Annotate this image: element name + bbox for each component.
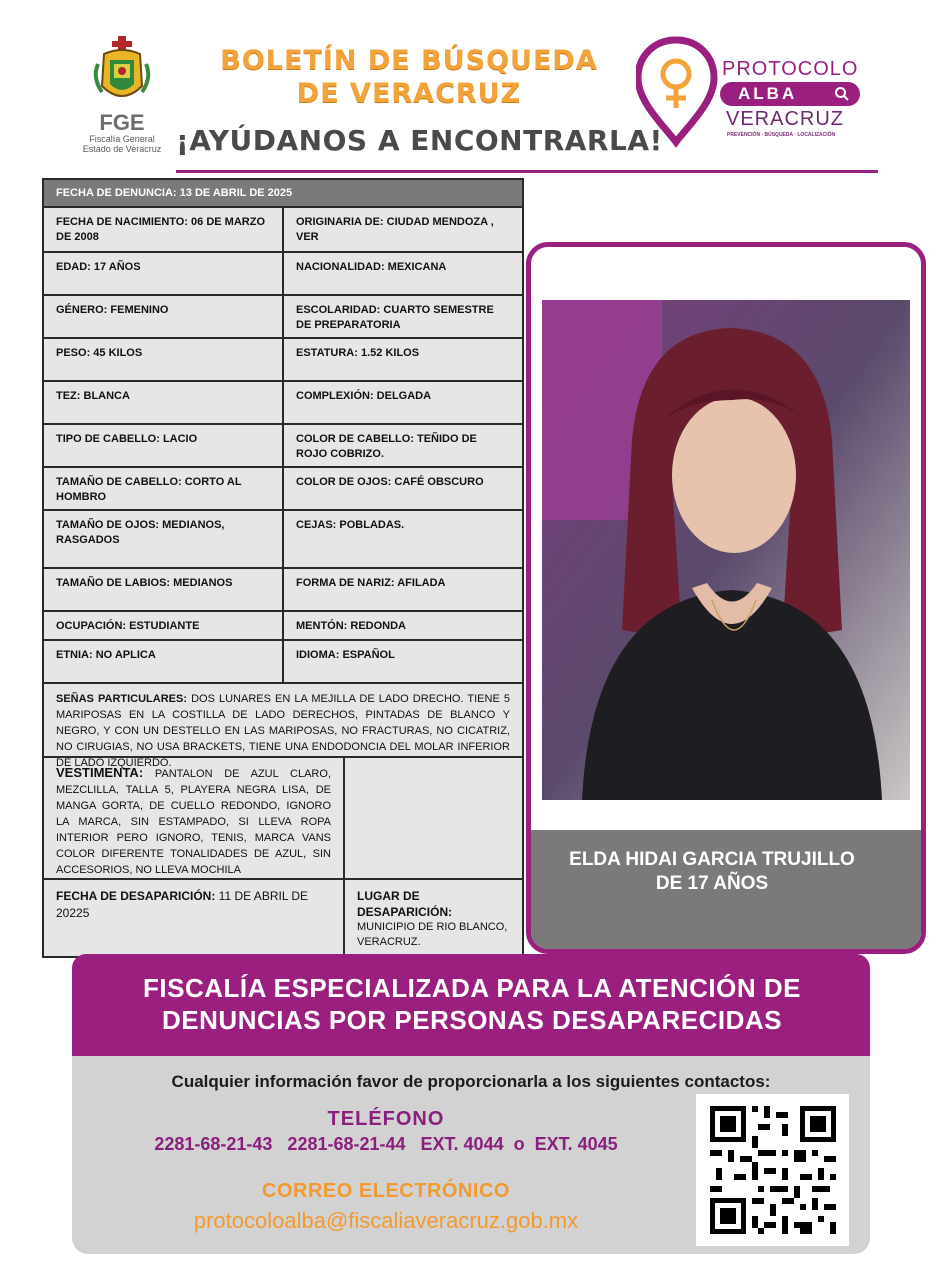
- info-cell: IDIOMA: ESPAÑOL: [296, 649, 395, 661]
- fge-abbr: FGE: [99, 110, 145, 135]
- vestimenta-label: VESTIMENTA:: [56, 765, 144, 780]
- desaparicion-label: FECHA DE DESAPARICIÓN:: [56, 889, 216, 903]
- info-row: [44, 382, 522, 425]
- slogan: ¡AYÚDANOS A ENCONTRARLA!: [176, 124, 663, 157]
- info-row: [44, 468, 522, 511]
- info-cell: TEZ: BLANCA: [44, 382, 284, 423]
- disappearance-row: [44, 880, 522, 956]
- info-row: [44, 296, 522, 339]
- info-cell: FORMA DE NARIZ: AFILADA: [296, 577, 446, 589]
- senas-text: DOS LUNARES EN LA MEJILLA DE LADO DRECHO. TIENE 5 MARIPOSAS EN LA COSTILLA DE LADO DERECHOS, PINTADAS DE BLANCO Y NEGRO, Y CON UN DESTELLO EN LAS MARIPOSAS, NO FRACTURAS, NO CICATRIZ, NO CIRUGIAS, NO USA BRACKETS, TIENE UNA ENDODONCIA DEL MOLAR INFERIOR DE LADO IZQUIERDO.: [56, 693, 510, 769]
- info-cell: ESTATURA: 1.52 KILOS: [296, 347, 420, 359]
- empty-cell: [345, 758, 522, 878]
- info-cell: PESO: 45 KILOS: [44, 339, 284, 380]
- fiscalia-title: [82, 972, 862, 1036]
- vestimenta-text: PANTALON DE AZUL CLARO, MEZCLILLA, TALLA 5, PLAYERA NEGRA LISA, DE MANGA GORTA, DE CUELLO REDONDO, IGNORO LA MARCA, SIN ESTAMPADO, SI LLEVA ROPA INTERIOR PERO IGNORO, TENIS, MARCA VANS COLOR DIFERENTE TONALIDADES DE AZUL, SIN ACCESORIOS, NO LLEVA MOCHILA: [56, 768, 331, 876]
- phone-numbers[interactable]: 2281-68-21-43 2281-68-21-44 EXT. 4044 o EXT. 4045: [154, 1134, 618, 1154]
- info-row: [44, 569, 522, 612]
- distinguishing-marks: [44, 684, 522, 769]
- info-cell: NACIONALIDAD: MEXICANA: [296, 261, 447, 273]
- info-cell: COMPLEXIÓN: DELGADA: [296, 390, 432, 402]
- info-cell: EDAD: 17 AÑOS: [44, 253, 284, 294]
- fiscalia-title-line1: FISCALÍA ESPECIALIZADA PARA LA ATENCIÓN DE: [143, 973, 801, 1003]
- bulletin-title-line2: DE VERACRUZ: [296, 78, 522, 109]
- person-name-line2: DE 17 AÑOS: [655, 873, 769, 894]
- fge-name: [74, 134, 170, 154]
- info-cell: TAMAÑO DE OJOS: MEDIANOS, RASGADOS: [44, 511, 284, 567]
- disappearance-place: [345, 880, 522, 956]
- header-divider: [176, 170, 878, 173]
- info-cell: FECHA DE NACIMIENTO: 06 DE MARZO DE 2008: [44, 208, 284, 251]
- fge-logo: [74, 34, 170, 158]
- info-row: [44, 253, 522, 296]
- disappearance-date: [44, 880, 345, 956]
- info-cell: CEJAS: POBLADAS.: [296, 519, 405, 531]
- info-cell: ORIGINARIA DE: CIUDAD MENDOZA , VER: [296, 216, 494, 243]
- alba-veracruz: VERACRUZ: [726, 108, 845, 130]
- fge-name-line1: Fiscalía General: [89, 134, 155, 144]
- phone-label: TELÉFONO: [327, 1108, 445, 1130]
- info-cell: ESCOLARIDAD: CUARTO SEMESTRE DE PREPARATORIA: [296, 304, 494, 331]
- clothing-description: [44, 758, 345, 878]
- info-cell: TIPO DE CABELLO: LACIO: [44, 425, 284, 466]
- coat-of-arms-icon: [90, 34, 154, 110]
- lugar-label: LUGAR DE DESAPARICIÓN:: [357, 889, 453, 919]
- info-cell: OCUPACIÓN: ESTUDIANTE: [44, 612, 284, 639]
- info-cell: GÉNERO: FEMENINO: [44, 296, 284, 337]
- person-name: [531, 848, 893, 896]
- qr-code-icon[interactable]: [696, 1094, 849, 1246]
- bulletin-title: [186, 44, 632, 110]
- bulletin-title-line1: BOLETÍN DE BÚSQUEDA: [220, 45, 598, 76]
- info-row: [44, 641, 522, 684]
- info-cell: MENTÓN: REDONDA: [296, 620, 406, 632]
- person-photo: [542, 300, 910, 800]
- info-cell: ETNIA: NO APLICA: [44, 641, 284, 682]
- lugar-value: MUNICIPIO DE RIO BLANCO, VERACRUZ.: [357, 921, 508, 948]
- contact-lead: Cualquier información favor de proporcionarla a los siguientes contactos:: [171, 1072, 771, 1091]
- search-icon: [834, 86, 850, 102]
- info-table: [42, 178, 524, 958]
- clothing-row: [44, 758, 522, 880]
- email-label: CORREO ELECTRÓNICO: [262, 1180, 510, 1202]
- alba-protocolo: PROTOCOLO: [722, 58, 859, 80]
- info-row: [44, 425, 522, 468]
- email-link[interactable]: protocoloalba@fiscaliaveracruz.gob.mx: [193, 1208, 579, 1233]
- senas-label: SEÑAS PARTICULARES:: [56, 693, 187, 705]
- info-cell: TAMAÑO DE LABIOS: MEDIANOS: [44, 569, 284, 610]
- denuncia-date: FECHA DE DENUNCIA: 13 DE ABRIL DE 2025: [44, 180, 522, 208]
- person-name-line1: ELDA HIDAI GARCIA TRUJILLO: [569, 849, 855, 870]
- fiscalia-title-line2: DENUNCIAS POR PERSONAS DESAPARECIDAS: [162, 1005, 782, 1035]
- fge-name-line2: Estado de Veracruz: [82, 144, 162, 154]
- info-row: [44, 511, 522, 569]
- info-row: [44, 208, 522, 253]
- info-cell: TAMAÑO DE CABELLO: CORTO AL HOMBRO: [44, 468, 284, 509]
- info-cell: COLOR DE CABELLO: TEÑIDO DE ROJO COBRIZO.: [296, 433, 477, 460]
- info-cell: COLOR DE OJOS: CAFÉ OBSCURO: [296, 476, 484, 488]
- desaparicion-date-value: 11 DE ABRIL DE 20225: [56, 889, 309, 920]
- alba-tagline: PREVENCIÓN · BÚSQUEDA · LOCALIZACIÓN: [727, 132, 836, 138]
- info-row: [44, 612, 522, 641]
- alba-word: ALBA: [738, 84, 798, 103]
- info-row: [44, 339, 522, 382]
